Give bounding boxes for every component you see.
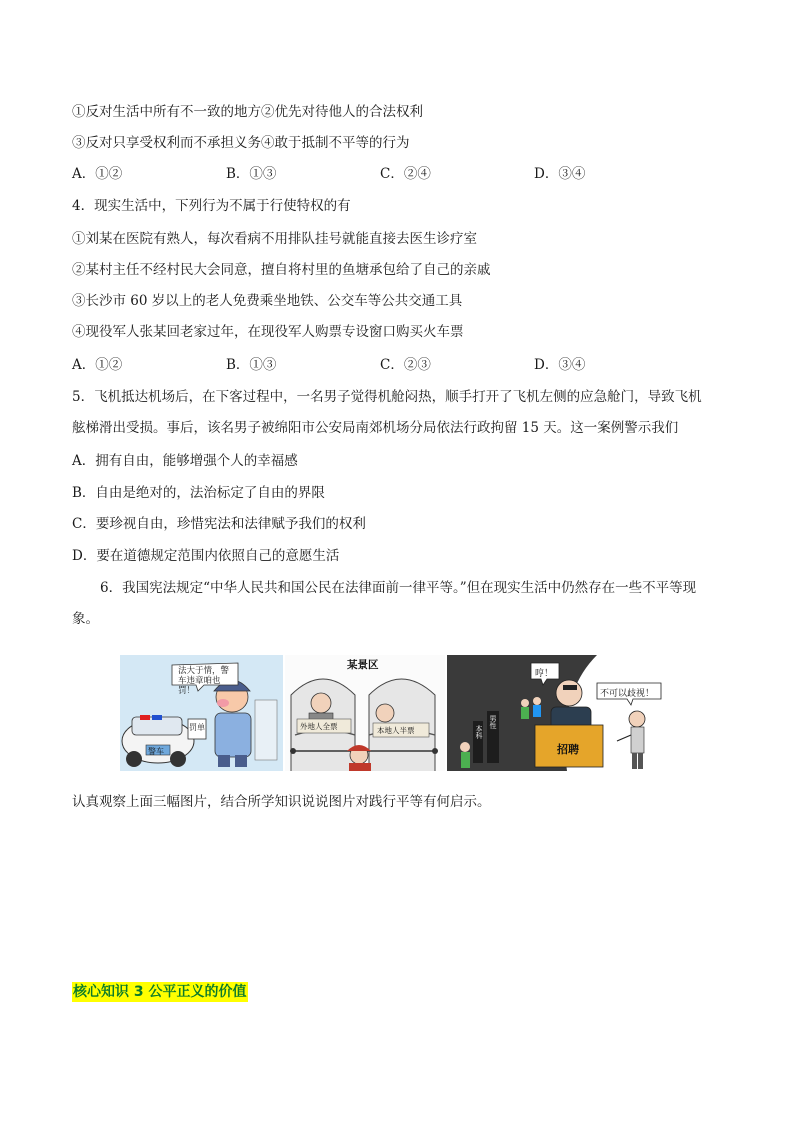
q4-option-b: B．①③ — [226, 357, 277, 373]
cartoon-recruitment — [447, 655, 667, 771]
q3-statement-2: ③反对只享受权利而不承担义务④敢于抵制不平等的行为 — [72, 135, 410, 151]
police-car-label: 警车 — [148, 747, 164, 756]
q4-item-4: ④现役军人张某回老家过年，在现役军人购票专设窗口购买火车票 — [72, 324, 464, 340]
q4-option-c: C．②③ — [380, 357, 431, 373]
boss-speech-bubble: 哼！ — [535, 669, 554, 679]
q6-question: 认真观察上面三幅图片，结合所学知识说说图片对践行平等有何启示。 — [72, 794, 491, 810]
barrier-degree-sign: 本科 — [475, 725, 483, 739]
q4-item-2: ②某村主任不经村民大会同意，擅自将村里的鱼塘承包给了自己的亲戚 — [72, 262, 491, 278]
barrier-male-sign: 男性 — [489, 715, 497, 729]
q4-option-d: D．③④ — [534, 357, 586, 373]
q5-option-a: A．拥有自由，能够增强个人的幸福感 — [72, 453, 298, 469]
q4-stem: 4．现实生活中，下列行为不属于行使特权的有 — [72, 198, 351, 214]
q3-option-d: D．③④ — [534, 166, 586, 182]
banner-outsider-full-ticket: 外地人全票 — [300, 722, 338, 731]
q4-option-a: A．①② — [72, 357, 123, 373]
q6-stem-line-1: 6．我国宪法规定“中华人民共和国公民在法律面前一律平等。”但在现实生活中仍然存在一些不平等现 — [100, 580, 697, 596]
ticket-label: 罚单 — [189, 723, 205, 732]
q5-stem-line-1: 5．飞机抵达机场后，在下客过程中，一名男子觉得机舱闷热，顺手打开了飞机左侧的应急舱门，导致飞机 — [72, 389, 702, 405]
scenic-area-title: 某景区 — [347, 659, 379, 671]
q6-stem-line-2: 象。 — [72, 611, 99, 627]
q4-item-1: ①刘某在医院有熟人，每次看病不用排队挂号就能直接去医生诊疗室 — [72, 231, 477, 247]
section-heading: 核心知识 3 公平正义的价值 — [73, 984, 247, 1000]
cartoon-scenic-area — [285, 655, 445, 771]
banner-local-half-ticket: 本地人半票 — [377, 726, 415, 735]
q3-option-a: A．①② — [72, 166, 123, 182]
q5-option-c: C．要珍视自由，珍惜宪法和法律赋予我们的权利 — [72, 516, 366, 532]
q3-option-c: C．②④ — [380, 166, 431, 182]
q3-option-b: B．①③ — [226, 166, 277, 182]
recruitment-desk-sign: 招聘 — [557, 743, 579, 756]
q5-stem-line-2: 舷梯滑出受损。事后，该名男子被绵阳市公安局南郊机场分局依法行政拘留 15 天。这一案例警示我们 — [72, 420, 679, 436]
protest-speech-bubble: 不可以歧视！ — [600, 689, 655, 699]
q5-option-b: B．自由是绝对的，法治标定了自由的界限 — [72, 485, 325, 501]
police-speech-bubble: 法大于情，警车违章咱也罚！ — [178, 666, 230, 696]
cartoon-police-car — [120, 655, 283, 771]
q5-option-d: D．要在道德规定范围内依照自己的意愿生活 — [72, 548, 340, 564]
q3-statement-1: ①反对生活中所有不一致的地方②优先对待他人的合法权利 — [72, 104, 423, 120]
q4-item-3: ③长沙市 60 岁以上的老人免费乘坐地铁、公交车等公共交通工具 — [72, 293, 463, 309]
